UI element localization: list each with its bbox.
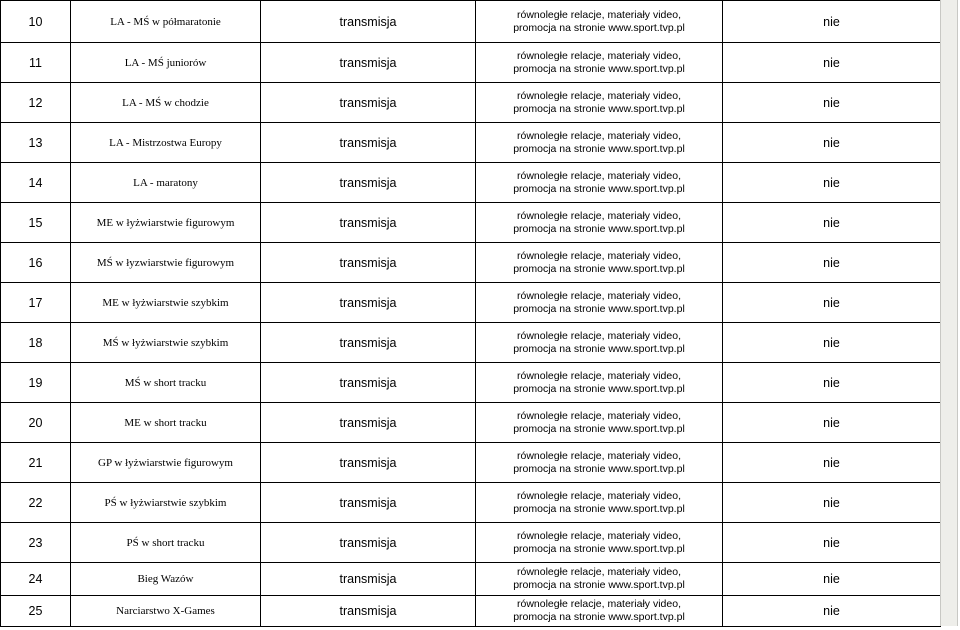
additional-rights-line-2: promocja na stronie www.sport.tvp.pl: [513, 102, 685, 115]
table-row: [1, 203, 941, 243]
event-name: Narciarstwo X-Games: [71, 596, 261, 627]
additional-rights-line-2: promocja na stronie www.sport.tvp.pl: [513, 382, 685, 395]
additional-rights-line-1: równoległe relacje, materiały video,: [517, 529, 681, 542]
additional-rights-line-2: promocja na stronie www.sport.tvp.pl: [513, 342, 685, 355]
transmission-cell: transmisja: [261, 283, 476, 323]
page-edge-strip: [940, 0, 958, 626]
table-row: [1, 123, 941, 163]
transmission-cell: transmisja: [261, 43, 476, 83]
row-number: 21: [1, 443, 71, 483]
value-cell: nie: [723, 1, 941, 43]
additional-rights-cell: [476, 1, 723, 43]
additional-rights-line-1: równoległe relacje, materiały video,: [517, 489, 681, 502]
transmission-cell: transmisja: [261, 163, 476, 203]
row-number: 18: [1, 323, 71, 363]
additional-rights-line-1: równoległe relacje, materiały video,: [517, 169, 681, 182]
additional-rights-line-2: promocja na stronie www.sport.tvp.pl: [513, 462, 685, 475]
transmission-cell: transmisja: [261, 403, 476, 443]
event-name: LA - MŚ w półmaratonie: [71, 1, 261, 43]
transmission-cell: transmisja: [261, 563, 476, 596]
transmission-cell: transmisja: [261, 523, 476, 563]
transmission-cell: transmisja: [261, 243, 476, 283]
value-cell: nie: [723, 483, 941, 523]
table-body: [1, 1, 941, 627]
additional-rights-cell: [476, 563, 723, 596]
event-name: PŚ w short tracku: [71, 523, 261, 563]
value-cell: nie: [723, 523, 941, 563]
event-name: MŚ w short tracku: [71, 363, 261, 403]
event-name: PŚ w łyżwiarstwie szybkim: [71, 483, 261, 523]
additional-rights-cell: [476, 163, 723, 203]
value-cell: nie: [723, 43, 941, 83]
additional-rights-line-2: promocja na stronie www.sport.tvp.pl: [513, 542, 685, 555]
row-number: 14: [1, 163, 71, 203]
row-number: 24: [1, 563, 71, 596]
row-number: 12: [1, 83, 71, 123]
additional-rights-line-1: równoległe relacje, materiały video,: [517, 369, 681, 382]
transmission-cell: transmisja: [261, 323, 476, 363]
value-cell: nie: [723, 443, 941, 483]
event-name: LA - MŚ w chodzie: [71, 83, 261, 123]
additional-rights-line-2: promocja na stronie www.sport.tvp.pl: [513, 502, 685, 515]
additional-rights-line-2: promocja na stronie www.sport.tvp.pl: [513, 579, 685, 591]
value-cell: nie: [723, 283, 941, 323]
row-number: 16: [1, 243, 71, 283]
additional-rights-cell: [476, 323, 723, 363]
additional-rights-line-1: równoległe relacje, materiały video,: [517, 209, 681, 222]
row-number: 25: [1, 596, 71, 627]
additional-rights-cell: [476, 483, 723, 523]
row-number: 23: [1, 523, 71, 563]
additional-rights-line-2: promocja na stronie www.sport.tvp.pl: [513, 302, 685, 315]
additional-rights-cell: [476, 243, 723, 283]
event-name: ME w łyżwiarstwie szybkim: [71, 283, 261, 323]
event-name: MŚ w łyżwiarstwie szybkim: [71, 323, 261, 363]
row-number: 20: [1, 403, 71, 443]
value-cell: nie: [723, 323, 941, 363]
transmission-cell: transmisja: [261, 443, 476, 483]
row-number: 15: [1, 203, 71, 243]
row-number: 11: [1, 43, 71, 83]
transmission-cell: transmisja: [261, 363, 476, 403]
table-row: [1, 243, 941, 283]
value-cell: nie: [723, 596, 941, 627]
row-number: 13: [1, 123, 71, 163]
additional-rights-cell: [476, 363, 723, 403]
additional-rights-line-2: promocja na stronie www.sport.tvp.pl: [513, 222, 685, 235]
value-cell: nie: [723, 363, 941, 403]
additional-rights-cell: [476, 283, 723, 323]
table-row: [1, 596, 941, 627]
event-name: MŚ w łyzwiarstwie figurowym: [71, 243, 261, 283]
table-row: [1, 363, 941, 403]
table-row: [1, 283, 941, 323]
additional-rights-line-2: promocja na stronie www.sport.tvp.pl: [513, 611, 685, 623]
additional-rights-cell: [476, 83, 723, 123]
value-cell: nie: [723, 83, 941, 123]
table-row: [1, 83, 941, 123]
event-name: LA - maratony: [71, 163, 261, 203]
value-cell: nie: [723, 403, 941, 443]
event-name: Bieg Wazów: [71, 563, 261, 596]
row-number: 10: [1, 1, 71, 43]
additional-rights-cell: [476, 123, 723, 163]
table-row: [1, 523, 941, 563]
row-number: 19: [1, 363, 71, 403]
value-cell: nie: [723, 203, 941, 243]
value-cell: nie: [723, 163, 941, 203]
event-name: GP w łyżwiarstwie figurowym: [71, 443, 261, 483]
row-number: 17: [1, 283, 71, 323]
additional-rights-line-2: promocja na stronie www.sport.tvp.pl: [513, 262, 685, 275]
additional-rights-line-1: równoległe relacje, materiały video,: [517, 129, 681, 142]
transmission-cell: transmisja: [261, 203, 476, 243]
value-cell: nie: [723, 123, 941, 163]
table-row: [1, 563, 941, 596]
additional-rights-line-2: promocja na stronie www.sport.tvp.pl: [513, 142, 685, 155]
table-row: [1, 1, 941, 43]
table-row: [1, 483, 941, 523]
value-cell: nie: [723, 243, 941, 283]
additional-rights-cell: [476, 523, 723, 563]
table-row: [1, 403, 941, 443]
additional-rights-line-1: równoległe relacje, materiały video,: [517, 49, 681, 62]
additional-rights-line-1: równoległe relacje, materiały video,: [517, 409, 681, 422]
additional-rights-cell: [476, 403, 723, 443]
event-name: ME w short tracku: [71, 403, 261, 443]
transmission-cell: transmisja: [261, 83, 476, 123]
table-row: [1, 163, 941, 203]
transmission-cell: transmisja: [261, 123, 476, 163]
table-row: [1, 43, 941, 83]
table-row: [1, 323, 941, 363]
event-name: LA - MŚ juniorów: [71, 43, 261, 83]
additional-rights-line-1: równoległe relacje, materiały video,: [517, 449, 681, 462]
additional-rights-line-2: promocja na stronie www.sport.tvp.pl: [513, 422, 685, 435]
value-cell: nie: [723, 563, 941, 596]
additional-rights-line-1: równoległe relacje, materiały video,: [517, 8, 681, 21]
additional-rights-line-1: równoległe relacje, materiały video,: [517, 598, 681, 610]
additional-rights-line-2: promocja na stronie www.sport.tvp.pl: [513, 21, 685, 34]
additional-rights-cell: [476, 596, 723, 627]
transmission-cell: transmisja: [261, 483, 476, 523]
additional-rights-line-1: równoległe relacje, materiały video,: [517, 329, 681, 342]
additional-rights-line-2: promocja na stronie www.sport.tvp.pl: [513, 182, 685, 195]
table-row: [1, 443, 941, 483]
additional-rights-line-2: promocja na stronie www.sport.tvp.pl: [513, 62, 685, 75]
additional-rights-cell: [476, 443, 723, 483]
additional-rights-line-1: równoległe relacje, materiały video,: [517, 249, 681, 262]
additional-rights-line-1: równoległe relacje, materiały video,: [517, 89, 681, 102]
event-name: LA - Mistrzostwa Europy: [71, 123, 261, 163]
additional-rights-cell: [476, 43, 723, 83]
row-number: 22: [1, 483, 71, 523]
transmission-cell: transmisja: [261, 596, 476, 627]
additional-rights-line-1: równoległe relacje, materiały video,: [517, 289, 681, 302]
event-name: ME w łyżwiarstwie figurowym: [71, 203, 261, 243]
additional-rights-line-1: równoległe relacje, materiały video,: [517, 566, 681, 578]
additional-rights-cell: [476, 203, 723, 243]
transmission-cell: transmisja: [261, 1, 476, 43]
